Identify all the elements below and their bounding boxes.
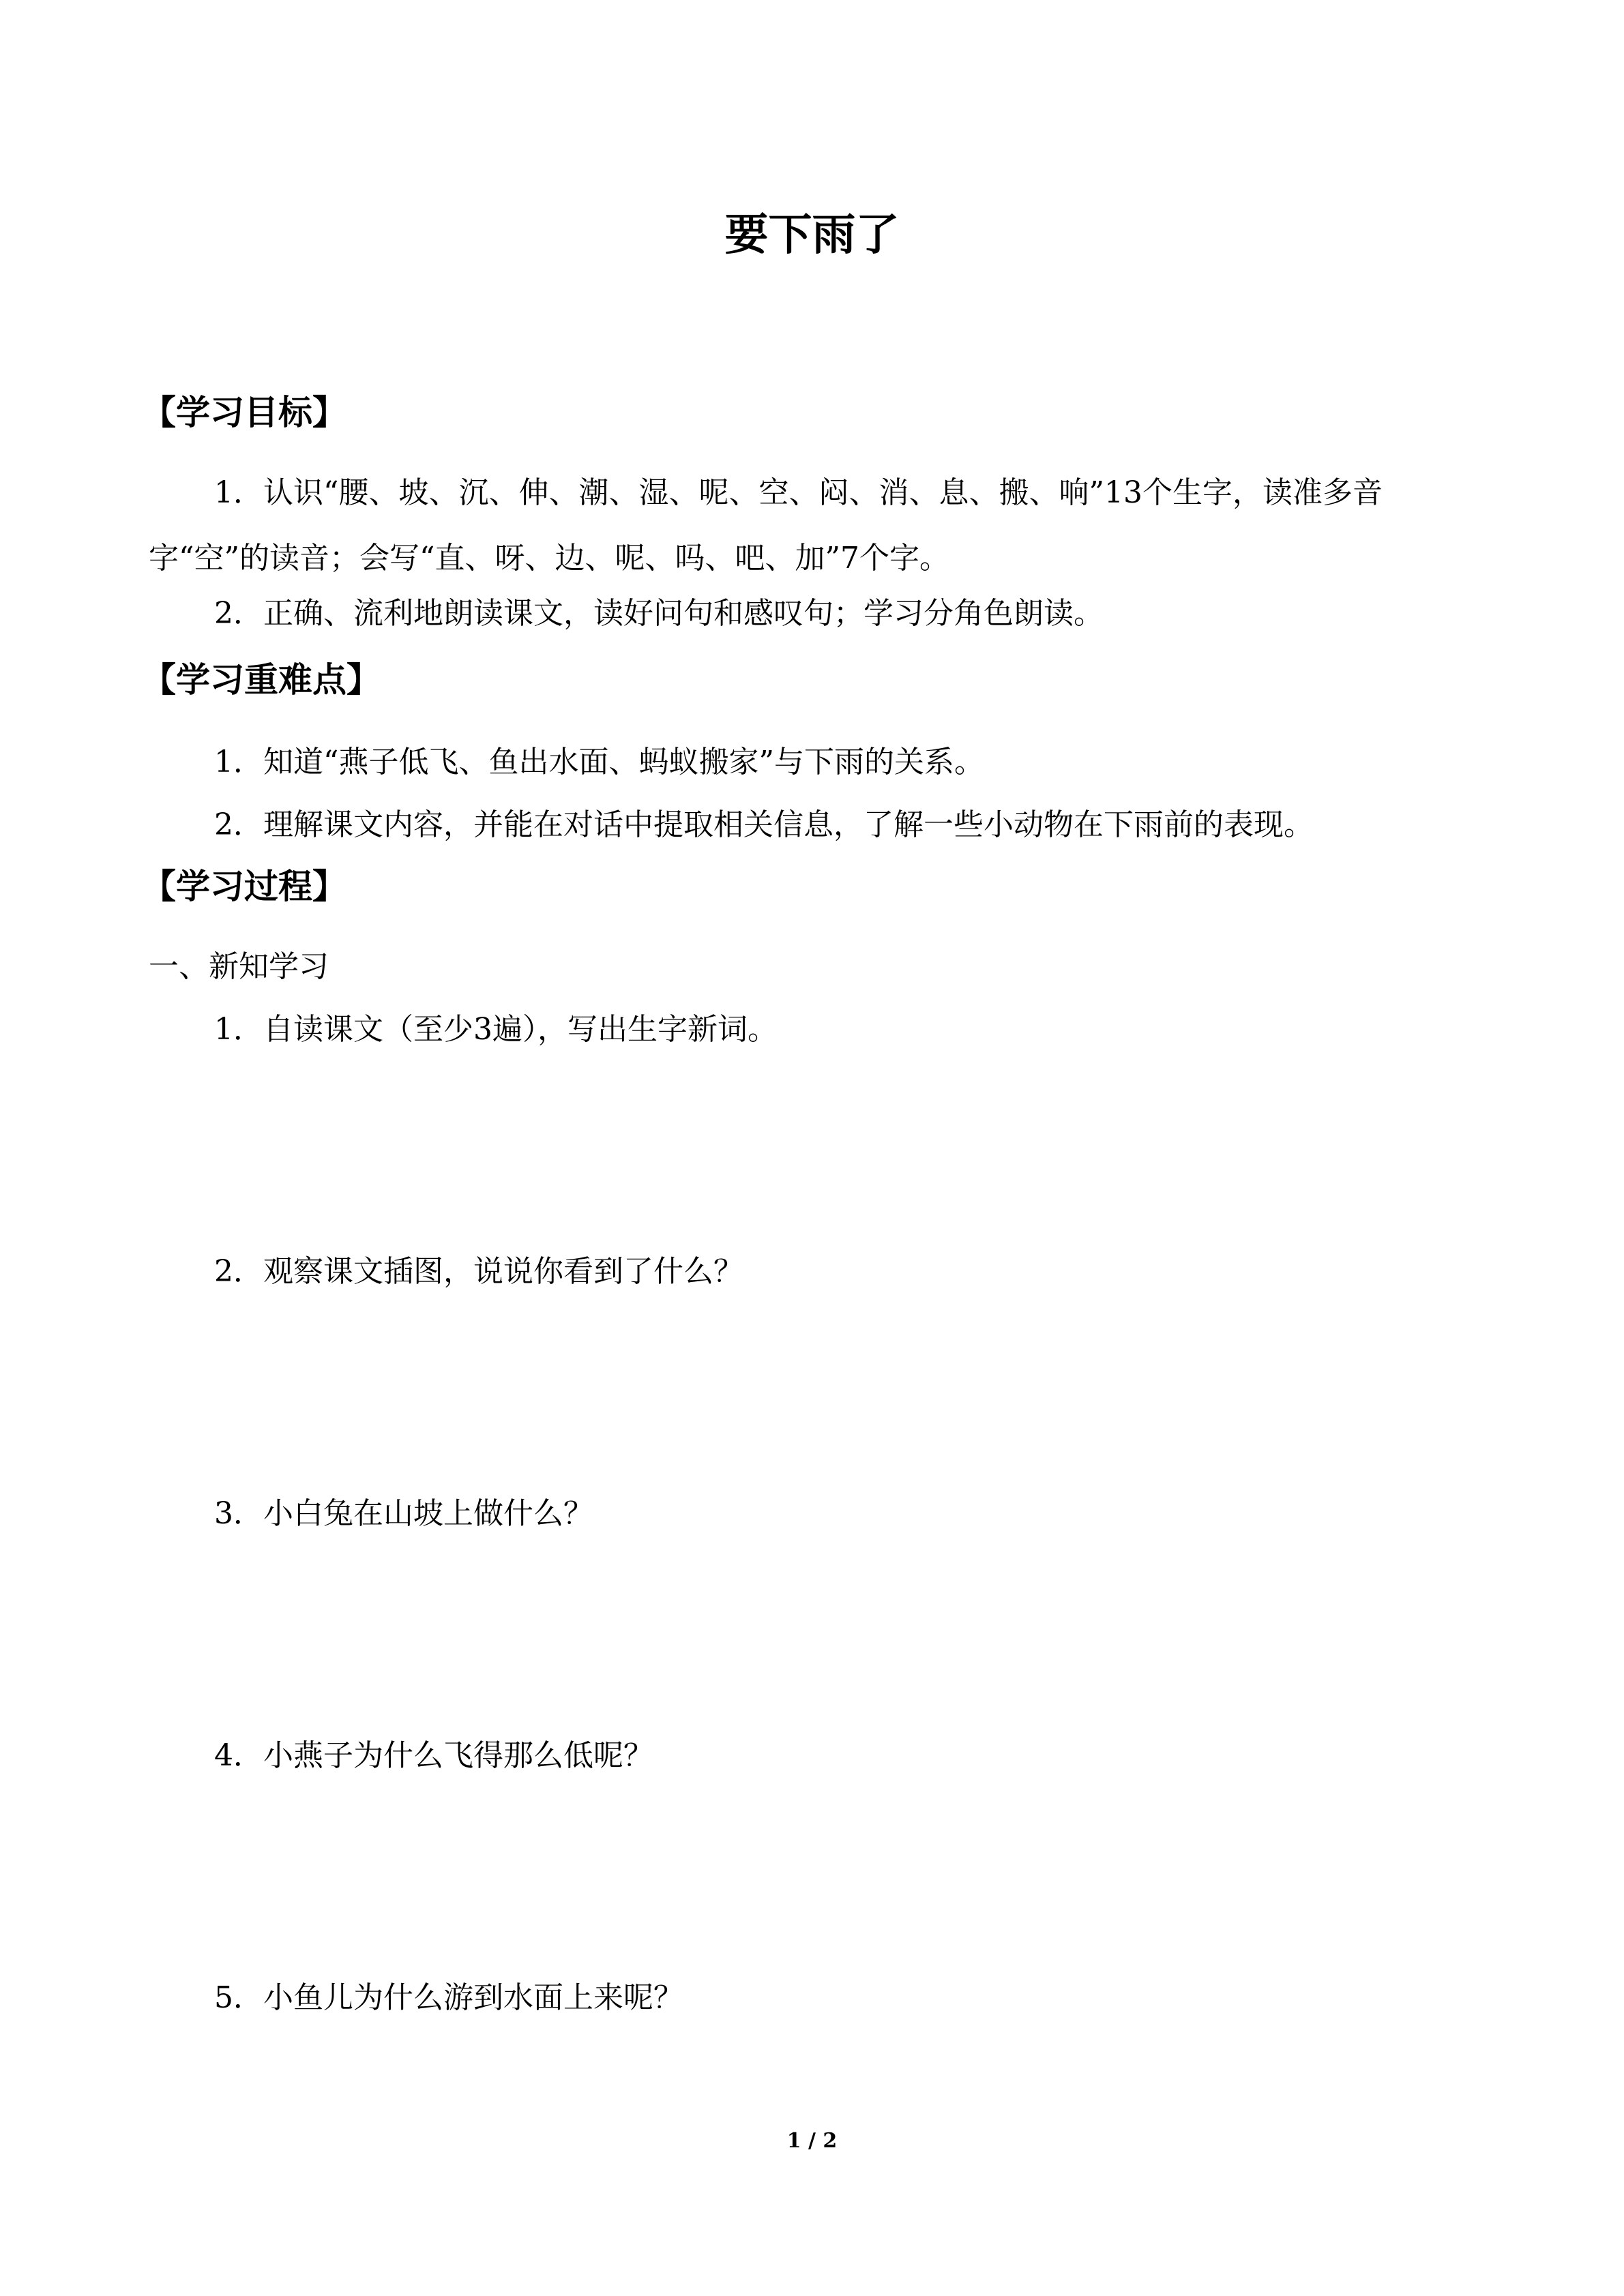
question-4: 4．小燕子为什么飞得那么低呢？ [214, 1738, 653, 1773]
question-1: 1．自读课文（至少3遍），写出生字新词。 [214, 1012, 778, 1047]
page-number: 1 / 2 [786, 2129, 838, 2153]
document-title: 要下雨了 [724, 210, 900, 260]
learning-goal-item-2: 2．正确、流利地朗读课文，读好问句和感叹句；学习分角色朗读。 [214, 596, 1104, 631]
question-5: 5．小鱼儿为什么游到水面上来呢？ [214, 1980, 683, 2015]
key-point-item-2: 2．理解课文内容，并能在对话中提取相关信息，了解一些小动物在下雨前的表现。 [214, 807, 1314, 842]
key-points-heading: 【学习重难点】 [142, 660, 381, 700]
learning-goal-item-1: 1．认识“腰、坡、沉、伸、潮、湿、呢、空、闷、消、息、搬、响”13个生字，读准多音字“空”的读音；会写“直、呀、边、呢、吗、吧、加”7个字。 [149, 475, 1383, 576]
question-2: 2．观察课文插图，说说你看到了什么？ [214, 1254, 743, 1289]
learning-process-heading: 【学习过程】 [142, 867, 346, 906]
subsection-new-knowledge: 一、新知学习 [149, 949, 329, 984]
key-point-item-1: 1．知道“燕子低飞、鱼出水面、蚂蚁搬家”与下雨的关系。 [214, 745, 984, 779]
question-3: 3．小白兔在山坡上做什么？ [214, 1496, 593, 1531]
learning-goals-heading: 【学习目标】 [142, 393, 346, 432]
